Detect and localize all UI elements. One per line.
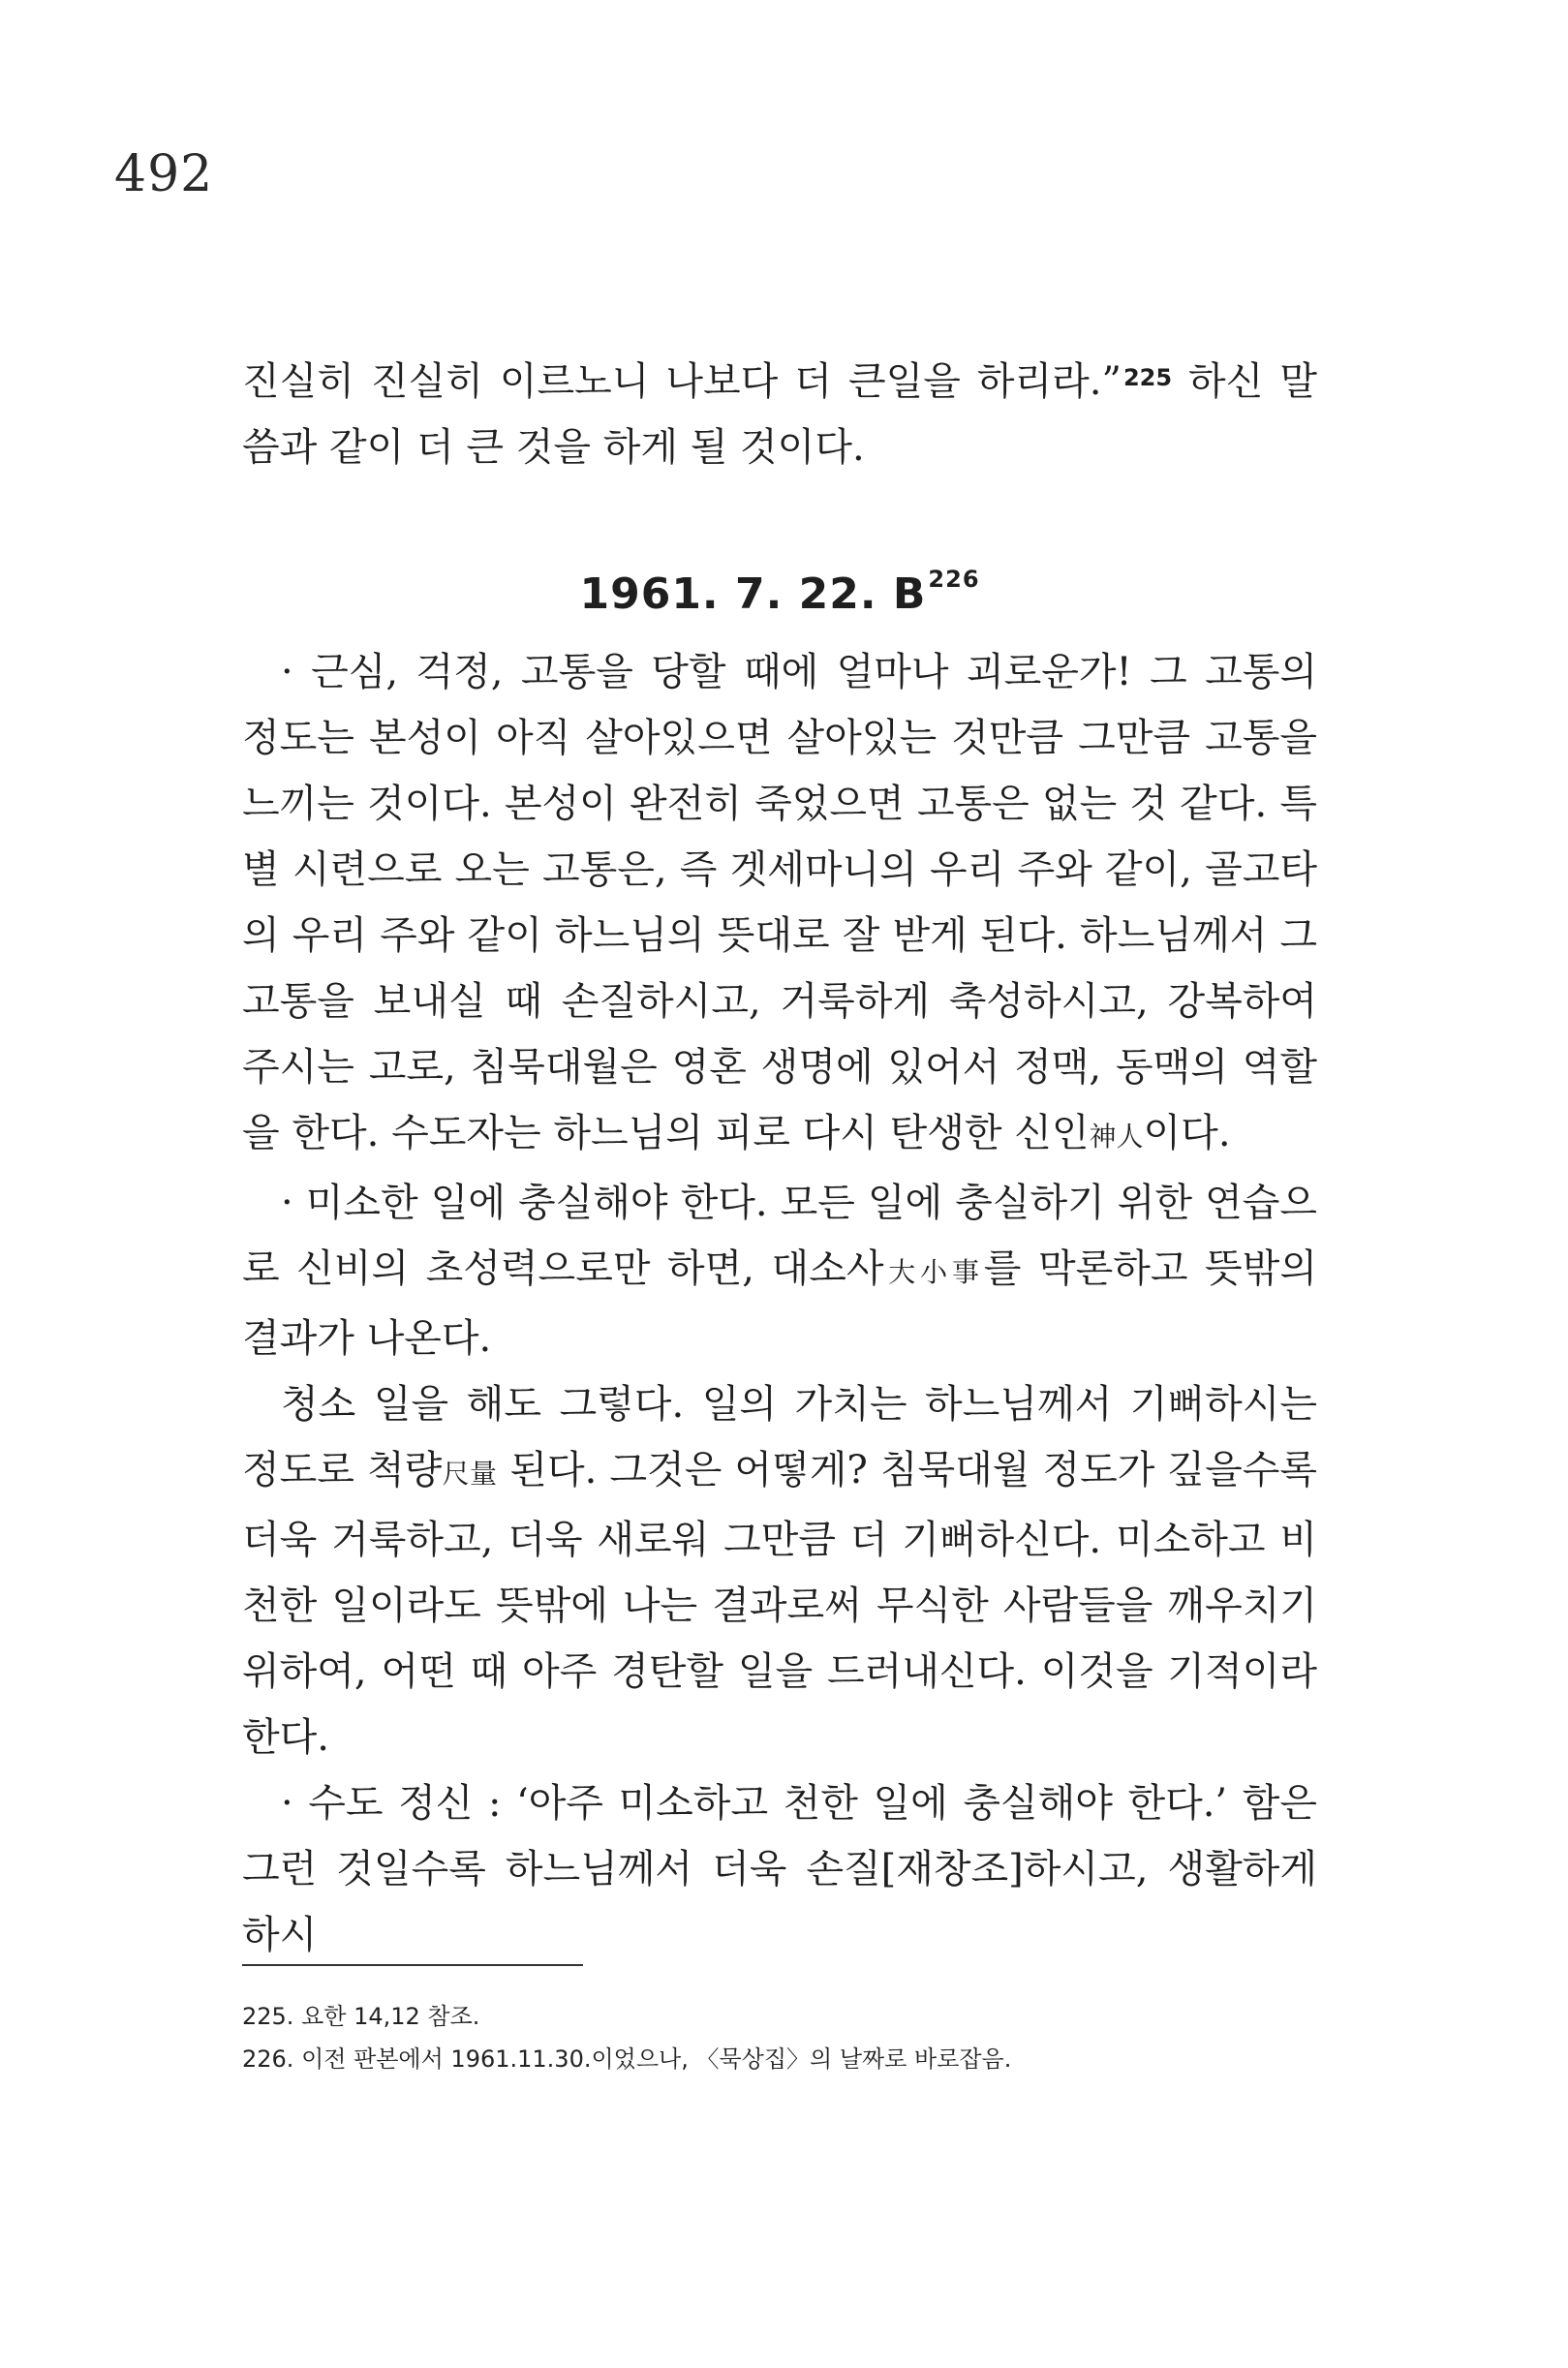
paragraph-suffering: [242, 639, 1317, 1170]
page-number: 492: [114, 145, 214, 203]
paragraph-text: 를 막론하고 뜻밖의 결과가 나온다.: [242, 1246, 1317, 1361]
paragraph-text: 된다. 그것은 어떻게? 침묵대월 정도가 깊을수록 더욱 거룩하고, 더욱 새로워 그만큼 더 기뻐하신다. 미소하고 비천한 일이라도 뜻밖에 나는 결과로써 무식한 사람들을 깨우치기 위하여, 어떤 때 아주 경탄할 일을 드러내신다. 이것을 기적이라 한다.: [242, 1448, 1317, 1760]
section-heading: [242, 566, 1317, 619]
footnote-226: 226. 이전 판본에서 1961.11.30.이었으나, 〈묵상집〉의 날짜로 바로잡음.: [242, 2045, 1012, 2073]
paragraph-faithfulness: [242, 1170, 1317, 1371]
footnote-ref-225: 225: [1122, 364, 1173, 391]
paragraph-text: 이다.: [1143, 1111, 1231, 1155]
footnote-225: 225. 요한 14,12 참조.: [242, 2003, 480, 2030]
intro-paragraph: [242, 349, 1317, 480]
paragraph-cleaning: [242, 1371, 1317, 1770]
footnote-divider: [242, 1964, 583, 1966]
paragraph-text: · 근심, 걱정, 고통을 당할 때에 얼마나 괴로운가! 그 고통의 정도는 본성이 아직 살아있으면 살아있는 것만큼 그만큼 고통을 느끼는 것이다. 본성이 완전히 죽었으면 고통은 없는 것 같다. 특별 시련으로 오는 고통은, 즉 겟세마니의 우리 주와 같이, 골고타의 우리 주와 같이 하느님의 뜻대로 잘 받게 된다. 하느님께서 그 고통을 보내실 때 손질하시고, 거룩하게 축성하시고, 강복하여 주시는 고로, 침묵대월은 영혼 생명에 있어서 정맥, 동맥의 역할을 한다. 수도자는 하느님의 피로 다시 탄생한 신인: [242, 650, 1317, 1155]
intro-text-after-ref: 하신 말씀과 같이 더 큰 것을 하게 될 것이다.: [242, 359, 1317, 470]
paragraph-religious-spirit: [242, 1770, 1317, 1968]
paragraph-text: · 수도 정신 : ‘아주 미소하고 천한 일에 충실해야 한다.’ 함은 그런 것일수록 하느님께서 더욱 손질[재창조]하시고, 생활하게 하시: [242, 1781, 1317, 1957]
hanja-annotation: 神人: [1089, 1121, 1144, 1153]
footnote-ref-226: 226: [928, 566, 980, 593]
intro-text-before-ref: 진실히 진실히 이르노니 나보다 더 큰일을 하리라.”: [242, 359, 1122, 404]
paragraph-text: · 미소한 일에 충실해야 한다. 모든 일에 충실하기 위한 연습으로 신비의 초성력으로만 하면, 대소사: [242, 1181, 1317, 1291]
hanja-annotation: 尺量: [442, 1458, 498, 1490]
main-text: [242, 639, 1317, 1968]
paragraph-text: 청소 일을 해도 그렇다. 일의 가치는 하느님께서 기뻐하시는 정도로 척량: [242, 1382, 1317, 1492]
section-title: 1961. 7. 22. B: [579, 569, 927, 619]
hanja-annotation: 大小事: [883, 1256, 984, 1288]
footnotes: [242, 1995, 1317, 2080]
